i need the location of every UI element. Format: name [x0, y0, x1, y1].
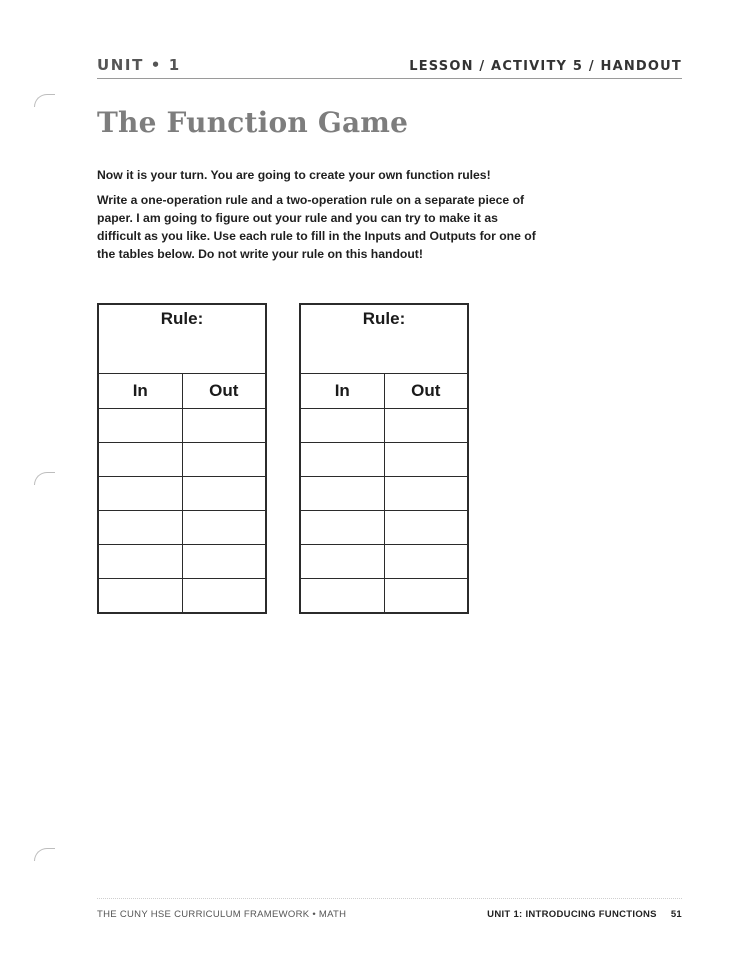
instructions-paragraph: Write a one-operation rule and a two-operation rule on a separate piece of paper. I am going to figure out your rule and you can try to make it as difficult as you like. Use each rule to fill in the Inputs and Outputs for one of the tables below. Do not write your rule on this handout!: [97, 193, 536, 261]
output-cell[interactable]: [384, 409, 468, 443]
footer-framework: THE CUNY HSE CURRICULUM FRAMEWORK • MATH: [97, 909, 347, 920]
footer-unit: [487, 909, 682, 920]
page-number: 51: [670, 909, 682, 920]
punch-hole-mark: [34, 472, 55, 485]
lesson-label: LESSON / ACTIVITY 5 / HANDOUT: [409, 59, 682, 74]
input-cell[interactable]: [98, 409, 182, 443]
intro-paragraph: Now it is your turn. You are going to create your own function rules!: [97, 168, 491, 182]
input-cell[interactable]: [300, 477, 384, 511]
in-header: In: [300, 374, 384, 409]
punch-hole-mark: [34, 94, 55, 107]
input-cell[interactable]: [300, 443, 384, 477]
input-cell[interactable]: [98, 579, 182, 614]
input-cell[interactable]: [98, 511, 182, 545]
output-cell[interactable]: [384, 511, 468, 545]
input-cell[interactable]: [98, 545, 182, 579]
footer-unit-title: UNIT 1: INTRODUCING FUNCTIONS: [487, 909, 657, 920]
input-cell[interactable]: [300, 579, 384, 614]
output-cell[interactable]: [182, 511, 266, 545]
header-divider: [97, 78, 682, 79]
output-cell[interactable]: [182, 409, 266, 443]
output-cell[interactable]: [384, 477, 468, 511]
output-cell[interactable]: [182, 545, 266, 579]
function-table-1: [97, 303, 267, 614]
page-title: The Function Game: [97, 106, 409, 139]
input-cell[interactable]: [300, 511, 384, 545]
input-cell[interactable]: [98, 443, 182, 477]
unit-label: UNIT • 1: [97, 56, 181, 74]
rule-cell[interactable]: Rule:: [300, 304, 468, 374]
input-cell[interactable]: [98, 477, 182, 511]
function-table-2: [299, 303, 469, 614]
input-cell[interactable]: [300, 409, 384, 443]
out-header: Out: [384, 374, 468, 409]
footer-divider: [97, 898, 682, 899]
punch-hole-mark: [34, 848, 55, 861]
in-header: In: [98, 374, 182, 409]
output-cell[interactable]: [182, 443, 266, 477]
out-header: Out: [182, 374, 266, 409]
output-cell[interactable]: [384, 579, 468, 614]
output-cell[interactable]: [384, 545, 468, 579]
output-cell[interactable]: [384, 443, 468, 477]
input-cell[interactable]: [300, 545, 384, 579]
output-cell[interactable]: [182, 477, 266, 511]
output-cell[interactable]: [182, 579, 266, 614]
rule-cell[interactable]: Rule:: [98, 304, 266, 374]
